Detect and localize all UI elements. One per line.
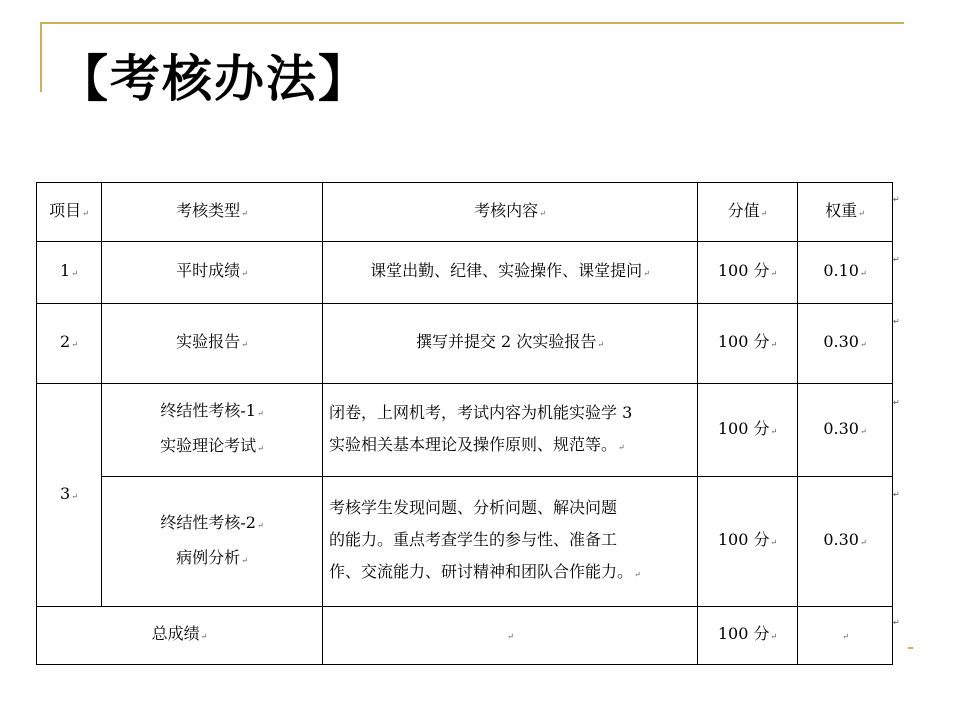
header-cell: 权重↵ bbox=[798, 183, 893, 242]
header-cell: 分值↵ bbox=[698, 183, 798, 242]
assessment-table bbox=[36, 182, 893, 665]
row-end-mark: ↵ bbox=[893, 618, 900, 627]
weight-cell: 0.30↵ bbox=[798, 304, 893, 384]
content-cell: 课堂出勤、纪律、实验操作、课堂提问↵ bbox=[323, 242, 698, 304]
content-cell: 撰写并提交 2 次实验报告↵ bbox=[323, 304, 698, 384]
weight-cell: 0.30↵ bbox=[798, 477, 893, 607]
item-cell: 1↵ bbox=[37, 242, 102, 304]
row-end-mark: ↵ bbox=[893, 195, 900, 204]
type-cell: 终结性考核-2↵ 病例分析↵ bbox=[102, 477, 323, 607]
header-cell: 项目↵ bbox=[37, 183, 102, 242]
total-score-cell: 100 分↵ bbox=[698, 607, 798, 665]
page-title: 【考核办法】 bbox=[58, 50, 370, 108]
total-content-cell: ↵ bbox=[323, 607, 698, 665]
score-cell: 100 分↵ bbox=[698, 304, 798, 384]
content-cell: 考核学生发现问题、分析问题、解决问题 的能力。重点考查学生的参与性、准备工 作、交流能力、研讨精神和团队合作能力。↵ bbox=[323, 477, 698, 607]
score-cell: 100 分↵ bbox=[698, 242, 798, 304]
table-row bbox=[37, 384, 893, 477]
row-end-mark: ↵ bbox=[893, 317, 900, 326]
item-cell: 2↵ bbox=[37, 304, 102, 384]
table-header-row bbox=[37, 183, 893, 242]
accent-dash bbox=[908, 647, 913, 649]
row-end-mark: ↵ bbox=[893, 398, 900, 407]
item-cell: 3↵ bbox=[37, 384, 102, 607]
header-cell: 考核内容↵ bbox=[323, 183, 698, 242]
row-end-mark: ↵ bbox=[893, 255, 900, 264]
content-cell: 闭卷，上网机考，考试内容为机能实验学 3 实验相关基本理论及操作原则、规范等。↵ bbox=[323, 384, 698, 477]
score-cell: 100 分↵ bbox=[698, 384, 798, 477]
table-row bbox=[37, 242, 893, 304]
total-label-cell: 总成绩↵ bbox=[37, 607, 323, 665]
table-row bbox=[37, 304, 893, 384]
score-cell: 100 分↵ bbox=[698, 477, 798, 607]
type-cell: 平时成绩↵ bbox=[102, 242, 323, 304]
top-rule bbox=[40, 22, 904, 24]
total-row bbox=[37, 607, 893, 665]
type-cell: 终结性考核-1↵ 实验理论考试↵ bbox=[102, 384, 323, 477]
weight-cell: 0.10↵ bbox=[798, 242, 893, 304]
row-end-mark: ↵ bbox=[893, 490, 900, 499]
type-cell: 实验报告↵ bbox=[102, 304, 323, 384]
table-row bbox=[37, 477, 893, 607]
weight-cell: 0.30↵ bbox=[798, 384, 893, 477]
left-rule bbox=[40, 22, 42, 92]
header-cell: 考核类型↵ bbox=[102, 183, 323, 242]
total-weight-cell: ↵ bbox=[798, 607, 893, 665]
